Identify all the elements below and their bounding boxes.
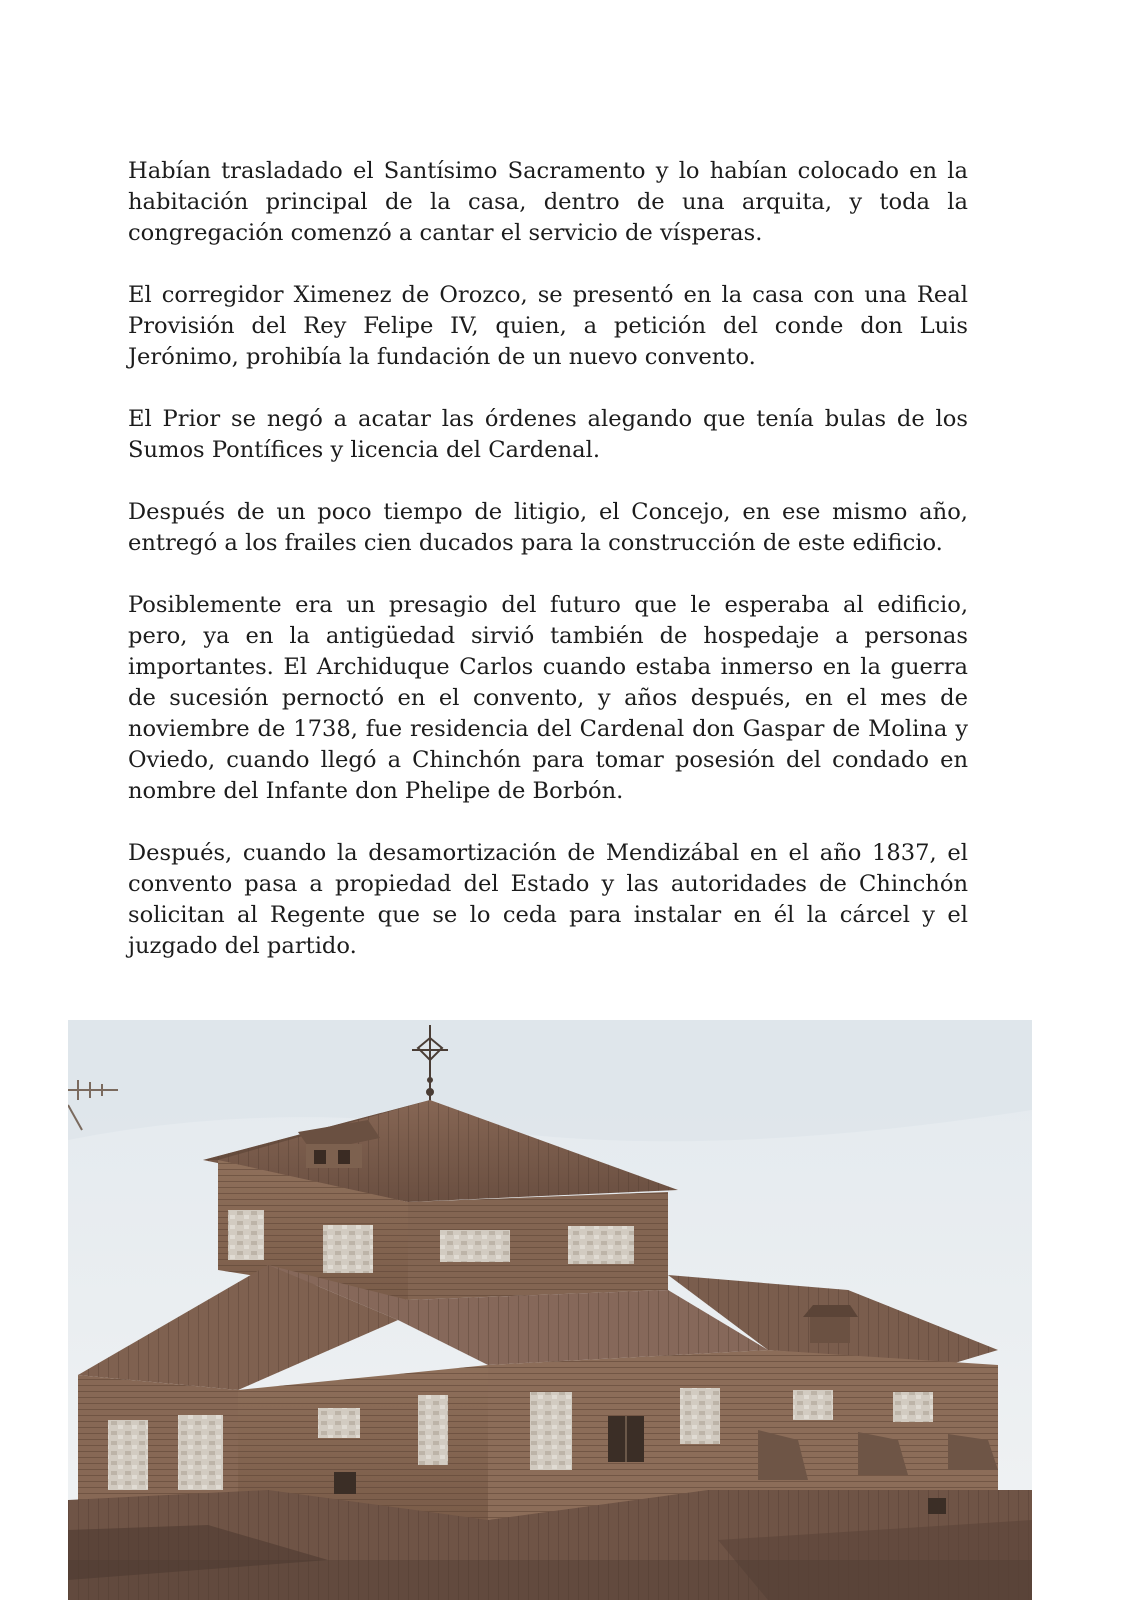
convent-photo xyxy=(68,1020,1032,1600)
paragraph-2: El corregidor Ximenez de Orozco, se presentó en la casa con una Real Provisión del Rey Felipe IV, quien, a petición del conde don Luis Jerónimo, prohibía la fundación de un nuevo convento. xyxy=(128,282,968,370)
paragraph-1: Habían trasladado el Santísimo Sacramento y lo habían colocado en la habitación principal de la casa, dentro de una arquita, y toda la congregación comenzó a cantar el servicio de vísperas. xyxy=(128,158,968,246)
paragraph-6: Después, cuando la desamortización de Mendizábal en el año 1837, el convento pasa a propiedad del Estado y las autoridades de Chinchón solicitan al Regente que se lo ceda para instalar en él la cárcel y el juzgado del partido. xyxy=(128,840,968,959)
window-left xyxy=(334,1472,356,1494)
paragraph-5: Posiblemente era un presagio del futuro que le esperaba al edificio, pero, ya en la antigüedad sirvió también de hospedaje a personas importantes. El Archiduque Carlos cuando estaba inmerso en la guerra de sucesión pernoctó en el convento, y años después, en el mes de noviembre de 1738, fue residencia del Cardenal don Gaspar de Molina y Oviedo, cuando llegó a Chinchón para tomar posesión del condado en nombre del Infante don Phelipe de Borbón. xyxy=(128,592,968,804)
body-text xyxy=(128,156,968,993)
convent-illustration xyxy=(68,1020,1032,1600)
paragraph-4: Después de un poco tiempo de litigio, el Concejo, en ese mismo año, entregó a los frailes cien ducados para la construcción de este edificio. xyxy=(128,499,968,556)
paragraph-3: El Prior se negó a acatar las órdenes alegando que tenía bulas de los Sumos Pontífices y licencia del Cardenal. xyxy=(128,406,968,463)
